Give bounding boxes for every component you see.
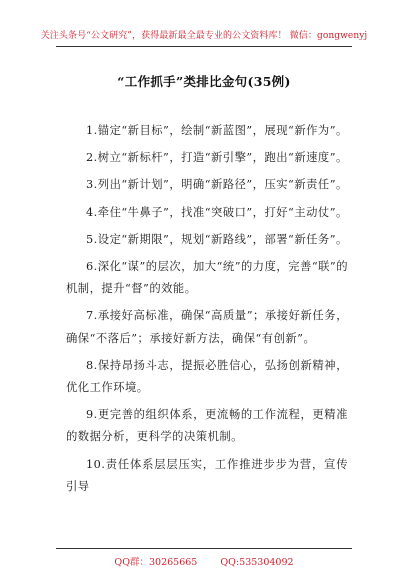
list-item: 5.设定“新期限”，规划“新路线”，部署“新任务”。 (86, 232, 348, 246)
footer-qq-contact: QQ:535304092 (220, 557, 294, 568)
list-item: 8.保持昂扬斗志，提振必胜信心，弘扬创新精神，优化工作环境。 (66, 358, 348, 395)
list-item: 9.更完善的组织体系，更流畅的工作流程，更精准的数据分析，更科学的决策机制。 (66, 408, 348, 444)
list-item: 2.树立“新标杆”，打造“新引擎”，跑出“新速度”。 (86, 151, 348, 165)
list-item: 3.列出“新计划”，明确“新路径”，压实“新责任”。 (86, 178, 348, 192)
footer-divider (56, 548, 352, 549)
list-item: 7.承接好高标准，确保“高质量”；承接好新任务，确保“不落后”；承接好新方法，确保“有创新”。 (66, 309, 348, 345)
document-title: “工作抓手”类排比金句(35例) (117, 74, 291, 89)
item-list (66, 120, 348, 503)
list-item: 1.锚定“新目标”，绘制“新蓝图”，展现“新作为”。 (86, 124, 348, 137)
header-banner: 关注头条号“公文研究”，获得最新最全最专业的公文资料库！ 微信：gongwenyj (40, 31, 368, 41)
footer (0, 554, 408, 568)
footer-qq-group: QQ群：30265665 (114, 557, 198, 568)
list-item: 6.深化“谋”的层次，加大“统”的力度，完善“联”的机制，提升“督”的效能。 (66, 260, 348, 296)
list-item: 10.责任体系层层压实，工作推进步步为营，宣传引导 (66, 457, 348, 493)
list-item: 4.牵住“牛鼻子”，找准“突破口”，打好“主动仗”。 (86, 205, 348, 219)
header-divider (56, 46, 352, 47)
